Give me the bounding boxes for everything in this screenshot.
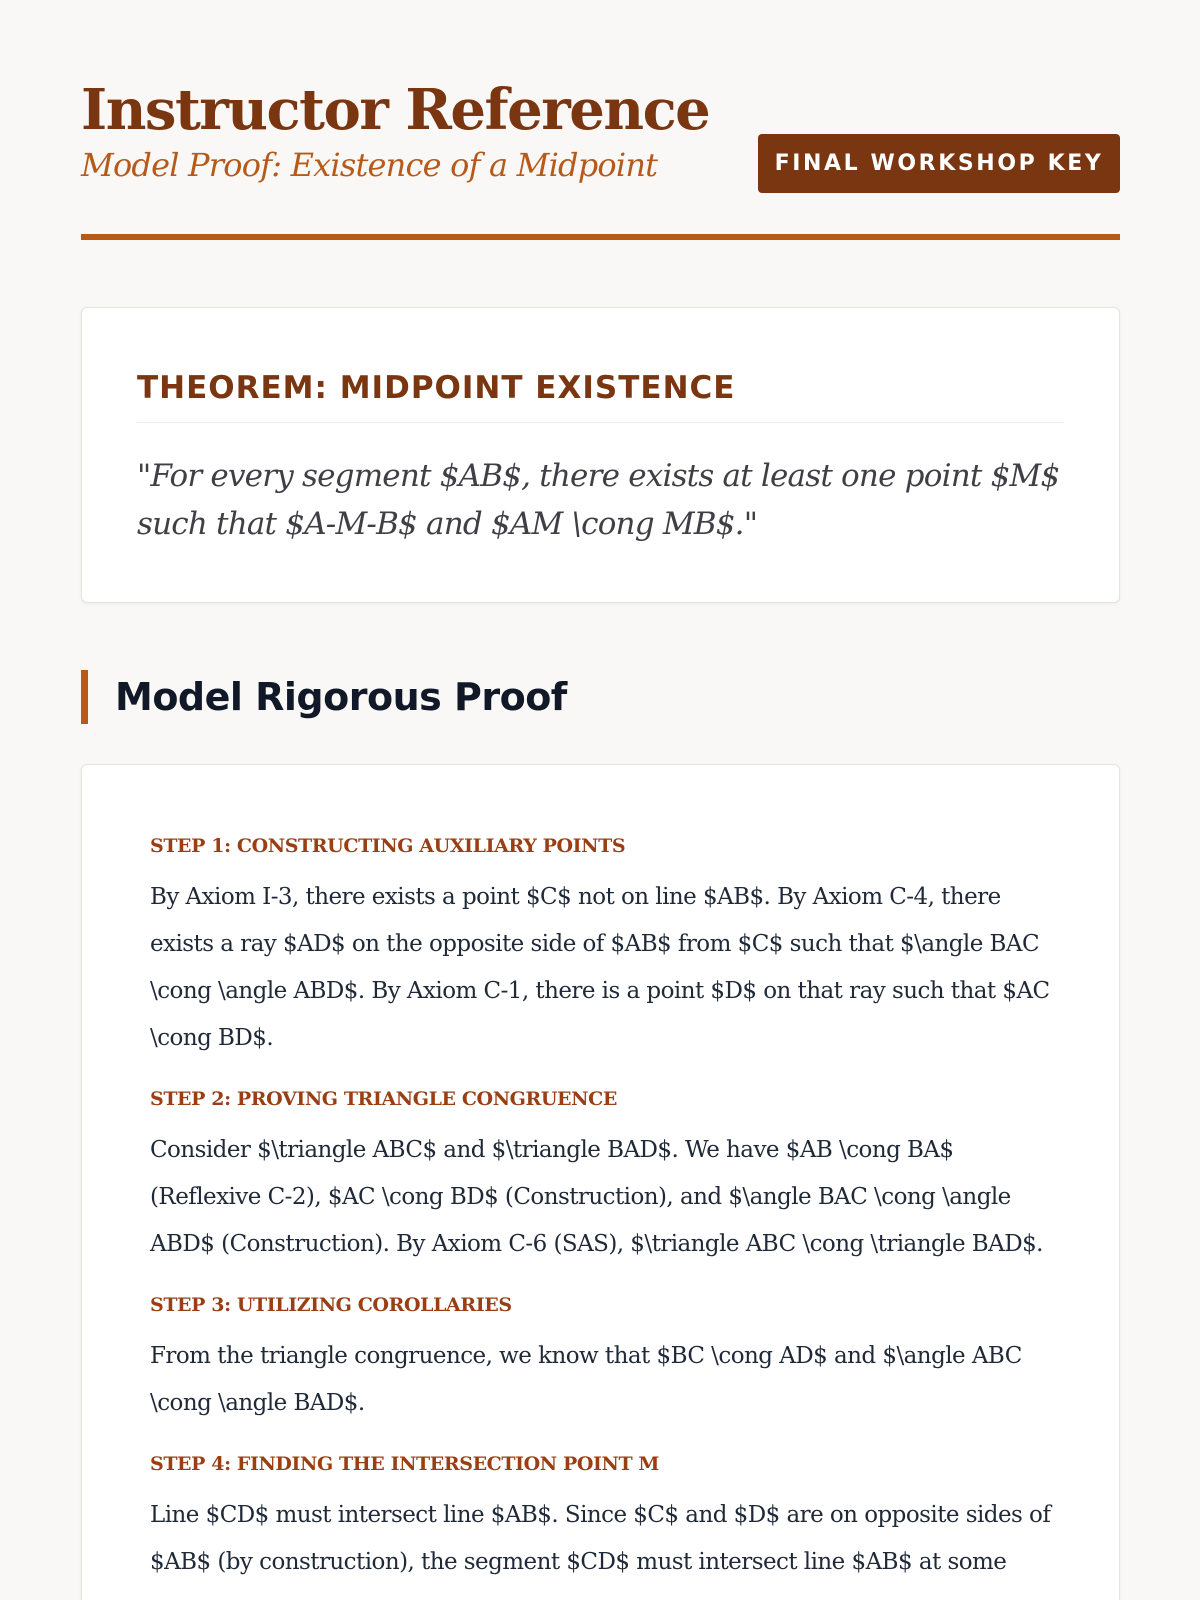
proof-step bbox=[150, 1086, 1059, 1268]
step-text: Consider $\triangle ABC$ and $\triangle BAD$. We have $AB \cong BA$ (Reflexive C-2), $AC \cong BD$ (Construction), and $\angle BAC \cong \angle ABD$ (Construction). By Axiom C-6 (SAS), $\triangle ABC \cong \triangle BAD$. bbox=[150, 1137, 1043, 1257]
step-title: STEP 3: UTILIZING COROLLARIES bbox=[150, 1294, 512, 1316]
proof-card bbox=[81, 764, 1120, 1600]
header-divider bbox=[81, 234, 1120, 240]
workshop-key-badge: FINAL WORKSHOP KEY bbox=[758, 134, 1120, 193]
proof-step bbox=[150, 833, 1059, 1062]
page-title: Instructor Reference bbox=[81, 77, 710, 143]
step-text: Line $CD$ must intersect line $AB$. Since $C$ and $D$ are on opposite sides of $AB$ (by construction), the segment $CD$ must intersect line $AB$ at some bbox=[150, 1502, 1051, 1575]
step-title: STEP 1: CONSTRUCTING AUXILIARY POINTS bbox=[150, 835, 626, 857]
theorem-card bbox=[81, 307, 1120, 603]
proof-step bbox=[150, 1292, 1059, 1427]
page-subtitle: Model Proof: Existence of a Midpoint bbox=[81, 146, 658, 184]
step-title: STEP 2: PROVING TRIANGLE CONGRUENCE bbox=[150, 1088, 617, 1110]
proof-section-heading: Model Rigorous Proof bbox=[81, 670, 567, 724]
step-text: By Axiom I-3, there exists a point $C$ not on line $AB$. By Axiom C-4, there exists a ray $AD$ on the opposite side of $AB$ from $C$ such that $\angle BAC \cong \angle ABD$. By Axiom C-1, there is a point $D$ on that ray such that $AC \cong BD$. bbox=[150, 884, 1050, 1051]
proof-steps bbox=[150, 833, 1059, 1600]
step-title: STEP 4: FINDING THE INTERSECTION POINT M bbox=[150, 1453, 660, 1475]
theorem-statement: "For every segment $AB$, there exists at least one point $M$ such that $A-M-B$ and $AM \cong MB$." bbox=[137, 458, 1060, 542]
theorem-divider bbox=[137, 422, 1064, 423]
theorem-heading: THEOREM: MIDPOINT EXISTENCE bbox=[137, 370, 736, 406]
header bbox=[81, 0, 1120, 240]
step-text: From the triangle congruence, we know that $BC \cong AD$ and $\angle ABC \cong \angle BAD$. bbox=[150, 1343, 1022, 1416]
proof-step bbox=[150, 1451, 1059, 1586]
page bbox=[81, 0, 1120, 1575]
